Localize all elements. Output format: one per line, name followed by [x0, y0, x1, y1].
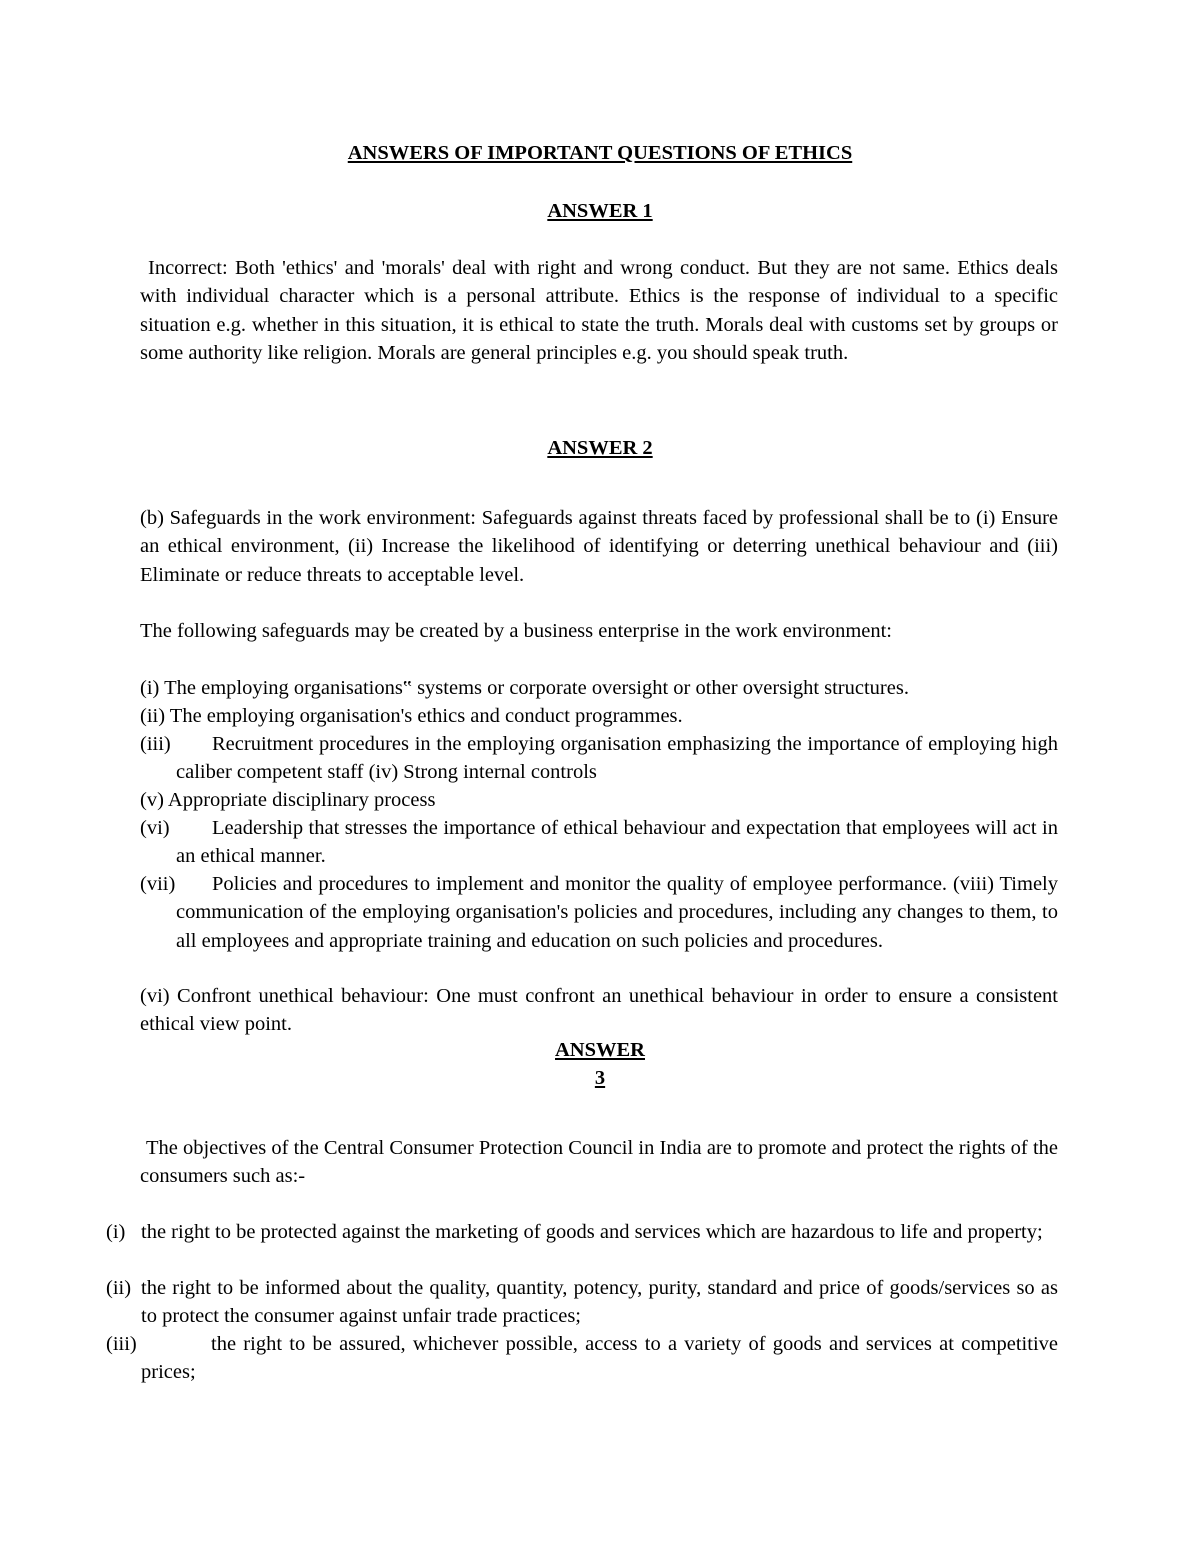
answer-1-heading: ANSWER 1 — [547, 200, 653, 222]
list-item-label: (vi) — [140, 817, 170, 839]
answer-2-lead: The following safeguards may be created by a business enterprise in the work environment: — [140, 620, 893, 642]
list-item: the right to be assured, whichever possible, access to a variety of goods and services at competitive prices; — [141, 1333, 1058, 1384]
answer-3-heading-number: 3 — [594, 1067, 606, 1089]
list-item-label: (ii) — [106, 1277, 132, 1299]
answer-1-text: Incorrect: Both 'ethics' and 'morals' deal with right and wrong conduct. But they are not same. Ethics deals with individual character which is a personal attribute. Ethics is the response of individual to a specific situation e.g. whether in this situation, it is ethical to state the truth. Morals deal with customs set by groups or some authority like religion. Morals are general principles e.g. you should speak truth. — [140, 257, 1058, 364]
answer-3-intro: The objectives of the Central Consumer Protection Council in India are to promote and protect the rights of the consumers such as:- — [140, 1137, 1058, 1188]
answer-2-heading: ANSWER 2 — [547, 437, 653, 459]
list-item: the right to be informed about the quality, quantity, potency, purity, standard and price of goods/services so as to protect the consumer against unfair trade practices; — [141, 1277, 1058, 1328]
list-item: (v) Appropriate disciplinary process — [140, 789, 436, 811]
list-item: (ii) The employing organisation's ethics and conduct programmes. — [140, 705, 683, 727]
answer-3-heading: ANSWER — [555, 1039, 645, 1061]
document-title: ANSWERS OF IMPORTANT QUESTIONS OF ETHICS — [347, 142, 853, 164]
list-item-label: (vii) — [140, 873, 176, 895]
list-item: the right to be protected against the marketing of goods and services which are hazardous to life and property; — [141, 1221, 1043, 1243]
list-item: (vi) Confront unethical behaviour: One must confront an unethical behaviour in order to ensure a consistent ethical view point. — [140, 985, 1058, 1036]
list-item: Leadership that stresses the importance of ethical behaviour and expectation that employees will act in an ethical manner. — [176, 817, 1058, 868]
list-item: Recruitment procedures in the employing organisation emphasizing the importance of employing high caliber competent staff (iv) Strong internal controls — [176, 733, 1058, 784]
list-item-label: (i) — [106, 1221, 126, 1243]
list-item: (i) The employing organisations‟ systems or corporate oversight or other oversight structures. — [140, 677, 909, 699]
answer-2-intro: (b) Safeguards in the work environment: Safeguards against threats faced by professional shall be to (i) Ensure an ethical environment, (ii) Increase the likelihood of identifying or deterring unethical behaviour and (iii) Eliminate or reduce threats to acceptable level. — [140, 507, 1058, 586]
list-item-label: (iii) — [106, 1333, 137, 1355]
list-item-label: (iii) — [140, 733, 171, 755]
list-item: Policies and procedures to implement and monitor the quality of employee performance. (viii) Timely communication of the employing organisation's policies and procedures, including any changes to them, to all employees and appropriate training and education on such policies and procedures. — [176, 873, 1058, 952]
